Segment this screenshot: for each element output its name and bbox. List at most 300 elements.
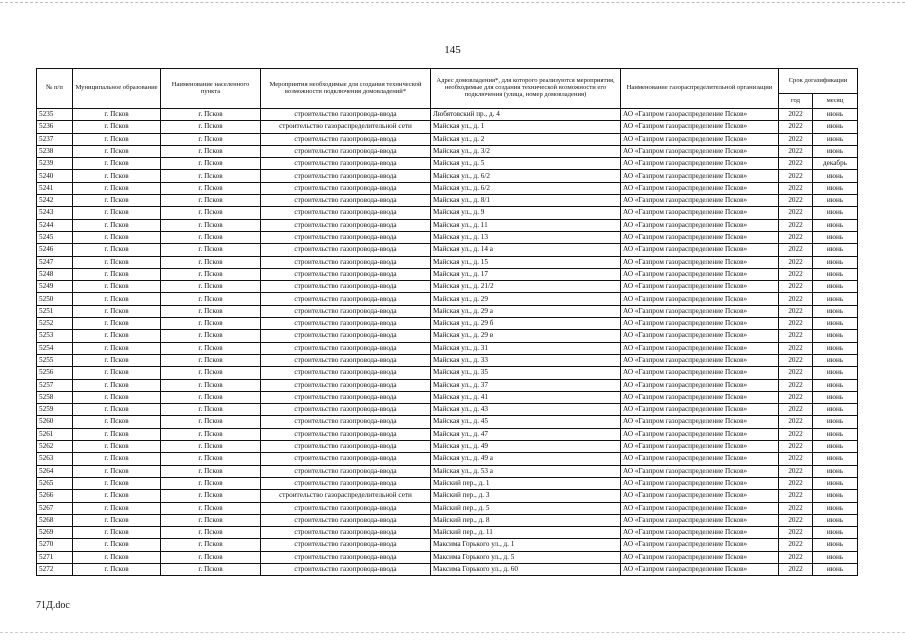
cell-year: 2022 xyxy=(779,158,813,170)
table-row xyxy=(37,330,858,342)
cell-municipality: г. Псков xyxy=(73,109,161,121)
cell-year: 2022 xyxy=(779,391,813,403)
cell-address: Майская ул., д. 47 xyxy=(431,428,621,440)
footer-filename: 71Д.doc xyxy=(36,600,70,611)
cell-num: 5251 xyxy=(37,305,73,317)
cell-year: 2022 xyxy=(779,354,813,366)
header-month: месяц xyxy=(813,94,858,109)
cell-address: Максима Горького ул., д. 60 xyxy=(431,563,621,575)
cell-organization: АО «Газпром газораспределение Псков» xyxy=(621,219,779,231)
cell-num: 5248 xyxy=(37,268,73,280)
table-row xyxy=(37,293,858,305)
table-row xyxy=(37,305,858,317)
table-row xyxy=(37,379,858,391)
cell-municipality: г. Псков xyxy=(73,490,161,502)
cell-settlement: г. Псков xyxy=(161,293,261,305)
cell-address: Майский пер., д. 11 xyxy=(431,527,621,539)
cell-month: июнь xyxy=(813,318,858,330)
cell-num: 5269 xyxy=(37,527,73,539)
cell-month: декабрь xyxy=(813,158,858,170)
cell-measure: строительство газопровода-ввода xyxy=(261,551,431,563)
cell-year: 2022 xyxy=(779,231,813,243)
cell-address: Майская ул., д. 45 xyxy=(431,416,621,428)
header-num: № п/п xyxy=(37,69,73,109)
cell-address: Максима Горького ул., д. 5 xyxy=(431,551,621,563)
cell-measure: строительство газопровода-ввода xyxy=(261,244,431,256)
cell-num: 5271 xyxy=(37,551,73,563)
cell-organization: АО «Газпром газораспределение Псков» xyxy=(621,244,779,256)
cell-organization: АО «Газпром газораспределение Псков» xyxy=(621,367,779,379)
cell-month: июнь xyxy=(813,539,858,551)
cell-municipality: г. Псков xyxy=(73,502,161,514)
cell-address: Максима Горького ул., д. 1 xyxy=(431,539,621,551)
cell-year: 2022 xyxy=(779,219,813,231)
cell-num: 5237 xyxy=(37,133,73,145)
cell-measure: строительство газопровода-ввода xyxy=(261,195,431,207)
cell-municipality: г. Псков xyxy=(73,281,161,293)
cell-address: Майская ул., д. 21/2 xyxy=(431,281,621,293)
table-row xyxy=(37,453,858,465)
cell-settlement: г. Псков xyxy=(161,502,261,514)
cell-measure: строительство газопровода-ввода xyxy=(261,109,431,121)
cell-settlement: г. Псков xyxy=(161,428,261,440)
cell-organization: АО «Газпром газораспределение Псков» xyxy=(621,539,779,551)
cell-organization: АО «Газпром газораспределение Псков» xyxy=(621,121,779,133)
cell-month: июнь xyxy=(813,416,858,428)
cell-address: Майский пер., д. 3 xyxy=(431,490,621,502)
cell-num: 5246 xyxy=(37,244,73,256)
cell-settlement: г. Псков xyxy=(161,490,261,502)
cell-address: Майская ул., д. 6/2 xyxy=(431,182,621,194)
cell-year: 2022 xyxy=(779,404,813,416)
cell-settlement: г. Псков xyxy=(161,318,261,330)
cell-measure: строительство газопровода-ввода xyxy=(261,182,431,194)
cell-municipality: г. Псков xyxy=(73,207,161,219)
table-row xyxy=(37,551,858,563)
cell-num: 5258 xyxy=(37,391,73,403)
cell-num: 5249 xyxy=(37,281,73,293)
header-organization: Наименование газораспределительной организации xyxy=(621,69,779,109)
cell-address: Майская ул., д. 31 xyxy=(431,342,621,354)
cell-year: 2022 xyxy=(779,342,813,354)
cell-municipality: г. Псков xyxy=(73,441,161,453)
cell-year: 2022 xyxy=(779,428,813,440)
cell-num: 5255 xyxy=(37,354,73,366)
cell-settlement: г. Псков xyxy=(161,514,261,526)
cell-num: 5245 xyxy=(37,231,73,243)
cell-measure: строительство газопровода-ввода xyxy=(261,207,431,219)
cell-num: 5247 xyxy=(37,256,73,268)
cell-year: 2022 xyxy=(779,416,813,428)
cell-year: 2022 xyxy=(779,502,813,514)
cell-municipality: г. Псков xyxy=(73,416,161,428)
cell-num: 5250 xyxy=(37,293,73,305)
cell-month: июнь xyxy=(813,490,858,502)
cell-organization: АО «Газпром газораспределение Псков» xyxy=(621,158,779,170)
cell-settlement: г. Псков xyxy=(161,219,261,231)
cell-measure: строительство газопровода-ввода xyxy=(261,133,431,145)
cell-organization: АО «Газпром газораспределение Псков» xyxy=(621,182,779,194)
cell-municipality: г. Псков xyxy=(73,158,161,170)
cell-month: июнь xyxy=(813,268,858,280)
table-row xyxy=(37,465,858,477)
cell-settlement: г. Псков xyxy=(161,268,261,280)
cell-settlement: г. Псков xyxy=(161,182,261,194)
cell-num: 5270 xyxy=(37,539,73,551)
cell-organization: АО «Газпром газораспределение Псков» xyxy=(621,416,779,428)
cell-measure: строительство газопровода-ввода xyxy=(261,318,431,330)
table-row xyxy=(37,195,858,207)
cell-settlement: г. Псков xyxy=(161,379,261,391)
cell-month: июнь xyxy=(813,133,858,145)
cell-year: 2022 xyxy=(779,305,813,317)
cell-year: 2022 xyxy=(779,195,813,207)
cell-num: 5242 xyxy=(37,195,73,207)
table-row xyxy=(37,527,858,539)
cell-measure: строительство газопровода-ввода xyxy=(261,502,431,514)
table-row xyxy=(37,244,858,256)
cell-month: июнь xyxy=(813,465,858,477)
cell-municipality: г. Псков xyxy=(73,514,161,526)
cell-month: июнь xyxy=(813,502,858,514)
cell-num: 5264 xyxy=(37,465,73,477)
table-row xyxy=(37,207,858,219)
cell-num: 5265 xyxy=(37,477,73,489)
table-row xyxy=(37,318,858,330)
cell-num: 5254 xyxy=(37,342,73,354)
cell-municipality: г. Псков xyxy=(73,391,161,403)
cell-address: Майская ул., д. 49 а xyxy=(431,453,621,465)
cell-month: июнь xyxy=(813,305,858,317)
cell-num: 5253 xyxy=(37,330,73,342)
cell-month: июнь xyxy=(813,342,858,354)
cell-measure: строительство газопровода-ввода xyxy=(261,305,431,317)
cell-organization: АО «Газпром газораспределение Псков» xyxy=(621,551,779,563)
cell-organization: АО «Газпром газораспределение Псков» xyxy=(621,354,779,366)
cell-measure: строительство газопровода-ввода xyxy=(261,441,431,453)
cell-municipality: г. Псков xyxy=(73,539,161,551)
cell-municipality: г. Псков xyxy=(73,318,161,330)
cell-settlement: г. Псков xyxy=(161,465,261,477)
cell-year: 2022 xyxy=(779,539,813,551)
cell-municipality: г. Псков xyxy=(73,195,161,207)
cell-address: Майский пер., д. 5 xyxy=(431,502,621,514)
cell-measure: строительство газопровода-ввода xyxy=(261,145,431,157)
cell-address: Майская ул., д. 11 xyxy=(431,219,621,231)
cell-settlement: г. Псков xyxy=(161,133,261,145)
cell-measure: строительство газопровода-ввода xyxy=(261,293,431,305)
cell-organization: АО «Газпром газораспределение Псков» xyxy=(621,527,779,539)
cell-year: 2022 xyxy=(779,145,813,157)
table-row xyxy=(37,514,858,526)
cell-organization: АО «Газпром газораспределение Псков» xyxy=(621,502,779,514)
cell-settlement: г. Псков xyxy=(161,145,261,157)
cell-measure: строительство газопровода-ввода xyxy=(261,158,431,170)
cell-address: Майская ул., д. 53 а xyxy=(431,465,621,477)
cell-settlement: г. Псков xyxy=(161,256,261,268)
cell-measure: строительство газопровода-ввода xyxy=(261,428,431,440)
cell-organization: АО «Газпром газораспределение Псков» xyxy=(621,453,779,465)
cell-organization: АО «Газпром газораспределение Псков» xyxy=(621,256,779,268)
cell-settlement: г. Псков xyxy=(161,158,261,170)
cell-measure: строительство газопровода-ввода xyxy=(261,477,431,489)
cell-address: Майская ул., д. 29 xyxy=(431,293,621,305)
cell-organization: АО «Газпром газораспределение Псков» xyxy=(621,145,779,157)
cell-year: 2022 xyxy=(779,465,813,477)
cell-measure: строительство газопровода-ввода xyxy=(261,416,431,428)
cell-year: 2022 xyxy=(779,379,813,391)
header-deadline: Срок догазификации xyxy=(779,69,858,94)
cell-settlement: г. Псков xyxy=(161,170,261,182)
cell-municipality: г. Псков xyxy=(73,367,161,379)
table-row xyxy=(37,477,858,489)
cell-num: 5240 xyxy=(37,170,73,182)
cell-num: 5241 xyxy=(37,182,73,194)
cell-address: Майская ул., д. 14 а xyxy=(431,244,621,256)
cell-address: Майская ул., д. 29 а xyxy=(431,305,621,317)
cell-address: Майская ул., д. 9 xyxy=(431,207,621,219)
cell-month: июнь xyxy=(813,121,858,133)
cell-organization: АО «Газпром газораспределение Псков» xyxy=(621,195,779,207)
cell-month: июнь xyxy=(813,428,858,440)
cell-measure: строительство газопровода-ввода xyxy=(261,231,431,243)
gasification-table xyxy=(36,68,858,576)
scan-edge-top xyxy=(0,2,905,4)
cell-address: Майская ул., д. 3/2 xyxy=(431,145,621,157)
cell-organization: АО «Газпром газораспределение Псков» xyxy=(621,490,779,502)
table-row xyxy=(37,145,858,157)
cell-settlement: г. Псков xyxy=(161,441,261,453)
header-measures: Мероприятия необходимые для создания технической возможности подключения домовладений* xyxy=(261,69,431,109)
cell-settlement: г. Псков xyxy=(161,342,261,354)
cell-measure: строительство газопровода-ввода xyxy=(261,404,431,416)
cell-municipality: г. Псков xyxy=(73,293,161,305)
cell-num: 5257 xyxy=(37,379,73,391)
table-row xyxy=(37,539,858,551)
header-settlement: Наименование населенного пункта xyxy=(161,69,261,109)
cell-settlement: г. Псков xyxy=(161,477,261,489)
header-year: год xyxy=(779,94,813,109)
cell-organization: АО «Газпром газораспределение Псков» xyxy=(621,514,779,526)
cell-organization: АО «Газпром газораспределение Псков» xyxy=(621,391,779,403)
cell-municipality: г. Псков xyxy=(73,527,161,539)
cell-month: июнь xyxy=(813,551,858,563)
cell-year: 2022 xyxy=(779,490,813,502)
cell-organization: АО «Газпром газораспределение Псков» xyxy=(621,563,779,575)
cell-settlement: г. Псков xyxy=(161,563,261,575)
cell-settlement: г. Псков xyxy=(161,367,261,379)
table-row xyxy=(37,563,858,575)
cell-organization: АО «Газпром газораспределение Псков» xyxy=(621,342,779,354)
cell-settlement: г. Псков xyxy=(161,453,261,465)
cell-municipality: г. Псков xyxy=(73,244,161,256)
cell-month: июнь xyxy=(813,330,858,342)
cell-address: Майская ул., д. 5 xyxy=(431,158,621,170)
cell-municipality: г. Псков xyxy=(73,256,161,268)
cell-year: 2022 xyxy=(779,551,813,563)
cell-year: 2022 xyxy=(779,318,813,330)
cell-organization: АО «Газпром газораспределение Псков» xyxy=(621,281,779,293)
cell-municipality: г. Псков xyxy=(73,379,161,391)
cell-year: 2022 xyxy=(779,244,813,256)
cell-month: июнь xyxy=(813,391,858,403)
cell-month: июнь xyxy=(813,441,858,453)
table-row xyxy=(37,502,858,514)
cell-municipality: г. Псков xyxy=(73,428,161,440)
cell-municipality: г. Псков xyxy=(73,305,161,317)
cell-month: июнь xyxy=(813,281,858,293)
table-row xyxy=(37,133,858,145)
cell-settlement: г. Псков xyxy=(161,404,261,416)
cell-measure: строительство газопровода-ввода xyxy=(261,281,431,293)
cell-municipality: г. Псков xyxy=(73,477,161,489)
cell-municipality: г. Псков xyxy=(73,465,161,477)
cell-organization: АО «Газпром газораспределение Псков» xyxy=(621,305,779,317)
cell-measure: строительство газопровода-ввода xyxy=(261,367,431,379)
table-row xyxy=(37,231,858,243)
cell-year: 2022 xyxy=(779,514,813,526)
cell-settlement: г. Псков xyxy=(161,231,261,243)
cell-address: Майская ул., д. 2 xyxy=(431,133,621,145)
cell-address: Майская ул., д. 33 xyxy=(431,354,621,366)
cell-measure: строительство газопровода-ввода xyxy=(261,342,431,354)
cell-municipality: г. Псков xyxy=(73,145,161,157)
page-number: 145 xyxy=(444,44,461,56)
cell-address: Любятовский пр., д. 4 xyxy=(431,109,621,121)
cell-year: 2022 xyxy=(779,477,813,489)
cell-organization: АО «Газпром газораспределение Псков» xyxy=(621,109,779,121)
cell-organization: АО «Газпром газораспределение Псков» xyxy=(621,465,779,477)
table-row xyxy=(37,268,858,280)
cell-address: Майская ул., д. 15 xyxy=(431,256,621,268)
cell-settlement: г. Псков xyxy=(161,416,261,428)
cell-year: 2022 xyxy=(779,441,813,453)
table-row xyxy=(37,219,858,231)
cell-num: 5262 xyxy=(37,441,73,453)
cell-municipality: г. Псков xyxy=(73,342,161,354)
cell-month: июнь xyxy=(813,182,858,194)
cell-measure: строительство газопровода-ввода xyxy=(261,170,431,182)
cell-measure: строительство газопровода-ввода xyxy=(261,465,431,477)
cell-month: июнь xyxy=(813,207,858,219)
cell-municipality: г. Псков xyxy=(73,330,161,342)
cell-month: июнь xyxy=(813,256,858,268)
cell-year: 2022 xyxy=(779,281,813,293)
cell-month: июнь xyxy=(813,231,858,243)
cell-settlement: г. Псков xyxy=(161,354,261,366)
cell-address: Майская ул., д. 6/2 xyxy=(431,170,621,182)
table-row xyxy=(37,416,858,428)
cell-num: 5268 xyxy=(37,514,73,526)
table-row xyxy=(37,391,858,403)
cell-measure: строительство газопровода-ввода xyxy=(261,330,431,342)
cell-month: июнь xyxy=(813,293,858,305)
cell-settlement: г. Псков xyxy=(161,527,261,539)
cell-num: 5239 xyxy=(37,158,73,170)
cell-year: 2022 xyxy=(779,330,813,342)
cell-month: июнь xyxy=(813,404,858,416)
cell-month: июнь xyxy=(813,145,858,157)
cell-municipality: г. Псков xyxy=(73,170,161,182)
cell-address: Майская ул., д. 29 б xyxy=(431,318,621,330)
cell-settlement: г. Псков xyxy=(161,391,261,403)
cell-year: 2022 xyxy=(779,121,813,133)
table-row xyxy=(37,428,858,440)
cell-year: 2022 xyxy=(779,563,813,575)
cell-organization: АО «Газпром газораспределение Псков» xyxy=(621,330,779,342)
table-row xyxy=(37,182,858,194)
cell-organization: АО «Газпром газораспределение Псков» xyxy=(621,441,779,453)
table-row xyxy=(37,109,858,121)
cell-address: Майский пер., д. 8 xyxy=(431,514,621,526)
cell-settlement: г. Псков xyxy=(161,330,261,342)
cell-organization: АО «Газпром газораспределение Псков» xyxy=(621,404,779,416)
cell-measure: строительство газопровода-ввода xyxy=(261,514,431,526)
cell-month: июнь xyxy=(813,109,858,121)
cell-num: 5272 xyxy=(37,563,73,575)
cell-num: 5235 xyxy=(37,109,73,121)
cell-organization: АО «Газпром газораспределение Псков» xyxy=(621,477,779,489)
cell-num: 5259 xyxy=(37,404,73,416)
cell-municipality: г. Псков xyxy=(73,231,161,243)
cell-settlement: г. Псков xyxy=(161,109,261,121)
cell-num: 5256 xyxy=(37,367,73,379)
cell-settlement: г. Псков xyxy=(161,207,261,219)
cell-address: Майская ул., д. 13 xyxy=(431,231,621,243)
table-row xyxy=(37,354,858,366)
cell-year: 2022 xyxy=(779,207,813,219)
cell-measure: строительство газопровода-ввода xyxy=(261,256,431,268)
table-row xyxy=(37,342,858,354)
cell-num: 5261 xyxy=(37,428,73,440)
cell-address: Майская ул., д. 8/1 xyxy=(431,195,621,207)
cell-num: 5263 xyxy=(37,453,73,465)
cell-month: июнь xyxy=(813,219,858,231)
cell-measure: строительство газопровода-ввода xyxy=(261,219,431,231)
table-row xyxy=(37,441,858,453)
cell-month: июнь xyxy=(813,244,858,256)
cell-settlement: г. Псков xyxy=(161,121,261,133)
table-row xyxy=(37,281,858,293)
cell-month: июнь xyxy=(813,563,858,575)
cell-year: 2022 xyxy=(779,293,813,305)
table-row xyxy=(37,256,858,268)
cell-year: 2022 xyxy=(779,133,813,145)
cell-address: Майская ул., д. 35 xyxy=(431,367,621,379)
table-row xyxy=(37,121,858,133)
cell-year: 2022 xyxy=(779,109,813,121)
cell-year: 2022 xyxy=(779,527,813,539)
cell-num: 5243 xyxy=(37,207,73,219)
cell-measure: строительство газопровода-ввода xyxy=(261,563,431,575)
cell-municipality: г. Псков xyxy=(73,268,161,280)
cell-organization: АО «Газпром газораспределение Псков» xyxy=(621,133,779,145)
cell-measure: строительство газопровода-ввода xyxy=(261,391,431,403)
cell-num: 5236 xyxy=(37,121,73,133)
cell-address: Майская ул., д. 1 xyxy=(431,121,621,133)
cell-num: 5244 xyxy=(37,219,73,231)
cell-month: июнь xyxy=(813,477,858,489)
cell-num: 5238 xyxy=(37,145,73,157)
cell-measure: строительство газопровода-ввода xyxy=(261,453,431,465)
table-row xyxy=(37,158,858,170)
cell-address: Майская ул., д. 49 xyxy=(431,441,621,453)
cell-month: июнь xyxy=(813,367,858,379)
cell-num: 5260 xyxy=(37,416,73,428)
cell-municipality: г. Псков xyxy=(73,182,161,194)
cell-settlement: г. Псков xyxy=(161,539,261,551)
header-address: Адрес домовладения*, для которого реализуются мероприятия, необходимые для создания технической возможности его подключения (улица, номер домовладения) xyxy=(431,69,621,109)
